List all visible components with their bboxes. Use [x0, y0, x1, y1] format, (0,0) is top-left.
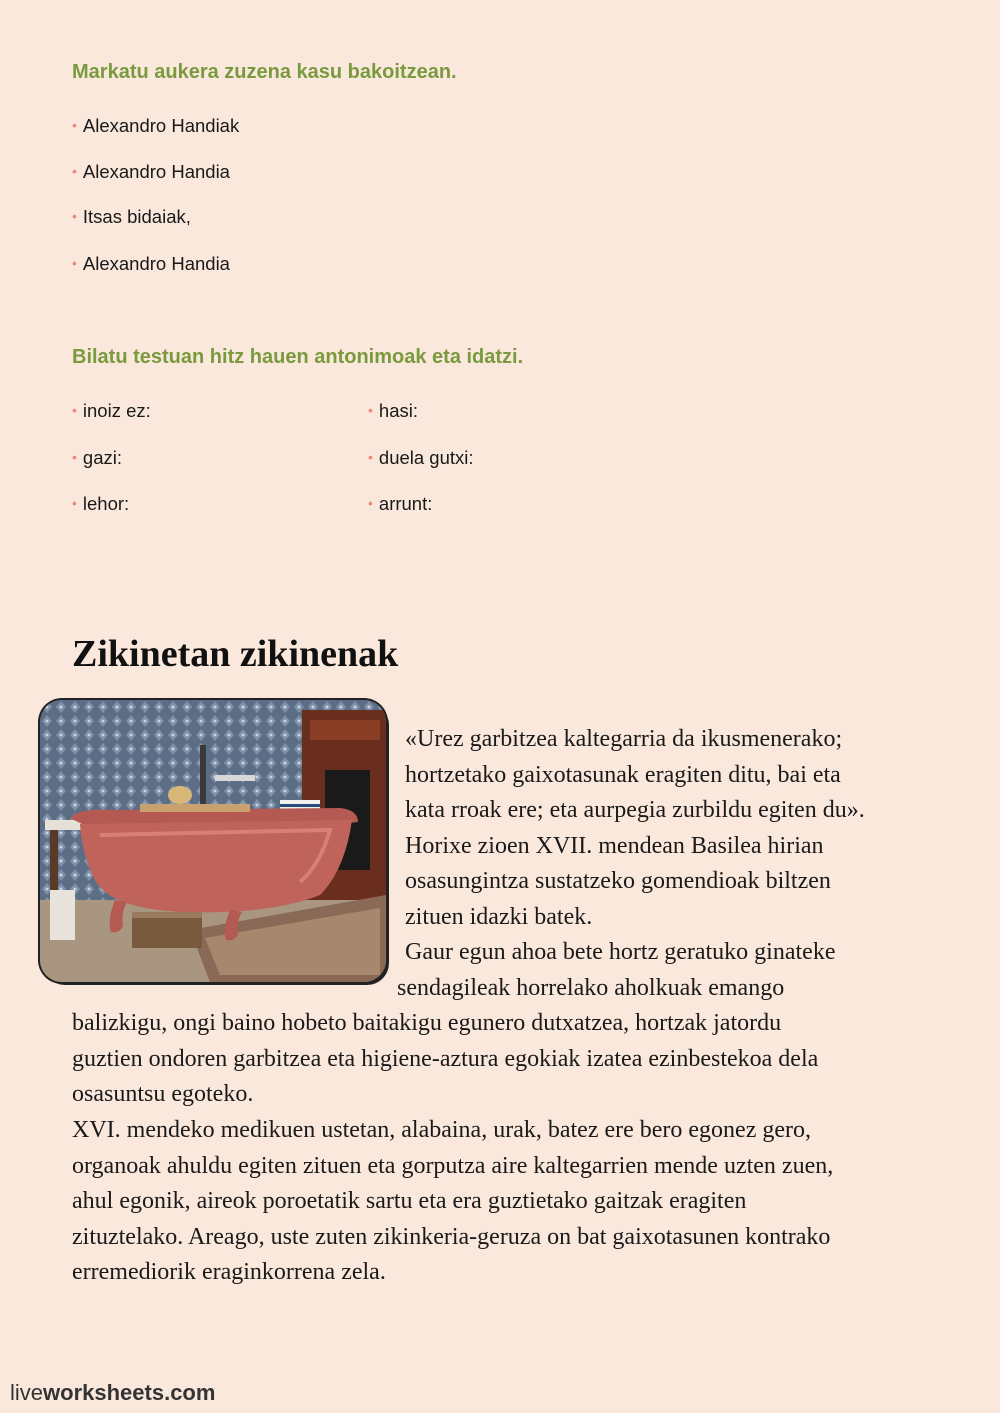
article-title: Zikinetan zikinenak: [72, 633, 399, 675]
article-line: erremediorik eraginkorrena zela.: [72, 1259, 386, 1285]
antonym-label: arrunt:: [378, 493, 433, 514]
article-line: ahul egonik, aireok poroetatik sartu eta era guztietako gaitzak eragiten: [72, 1188, 747, 1214]
antonym-item: [72, 400, 151, 422]
antonym-item: [368, 493, 432, 515]
exercise1-heading: Markatu aukera zuzena kasu bakoitzean.: [72, 61, 457, 83]
exercise1-item-label: Alexandro Handiak: [82, 115, 240, 136]
article-line: organoak ahuldu egiten zituen eta gorputza aire kaltegarrien mende uzten zuen,: [72, 1153, 834, 1179]
antonym-label: gazi:: [82, 447, 122, 468]
exercise1-item-label: Alexandro Handia: [82, 161, 230, 182]
article-line: zituztelako. Areago, uste zuten zikinkeria-geruza on bat gaixotasunen kontrako: [72, 1224, 831, 1250]
article-line: kata rroak ere; eta aurpegia zurbildu egiten du».: [405, 797, 865, 823]
article-line: Horixe zioen XVII. mendean Basilea hirian: [405, 833, 824, 859]
exercise2-heading: Bilatu testuan hitz hauen antonimoak eta idatzi.: [72, 346, 524, 368]
exercise1-item: [72, 115, 239, 137]
antonym-label: lehor:: [82, 493, 130, 514]
article-line: osasungintza sustatzeko gomendioak biltzen: [405, 868, 831, 894]
antonym-item: [368, 400, 418, 422]
antonym-item: [72, 447, 122, 469]
antonym-item: [72, 493, 129, 515]
article-line: osasuntsu egoteko.: [72, 1081, 254, 1107]
exercise1-item: [72, 253, 230, 275]
antonym-label: inoiz ez:: [82, 400, 151, 421]
antonym-item: [368, 447, 474, 469]
exercise1-item-label: Alexandro Handia: [82, 253, 230, 274]
bullet-dot-icon: •: [72, 255, 77, 271]
article-line: guztien ondoren garbitzea eta higiene-aztura egokiak izatea ezinbestekoa dela: [72, 1046, 819, 1072]
bullet-dot-icon: •: [72, 208, 77, 224]
exercise1-item: [72, 161, 230, 183]
exercise1-item: [72, 206, 191, 228]
antonym-label: duela gutxi:: [378, 447, 474, 468]
bullet-dot-icon: •: [368, 402, 373, 418]
bathtub-photo: [40, 700, 386, 982]
article-line: Gaur egun ahoa bete hortz geratuko ginateke: [405, 939, 836, 965]
bullet-dot-icon: •: [72, 117, 77, 133]
article-line: «Urez garbitzea kaltegarria da ikusmenerako;: [405, 726, 843, 752]
antonym-label: hasi:: [378, 400, 418, 421]
bullet-dot-icon: •: [72, 449, 77, 465]
bullet-dot-icon: •: [368, 449, 373, 465]
article-line: balizkigu, ongi baino hobeto baitakigu egunero dutxatzea, hortzak jatordu: [72, 1010, 782, 1036]
article-line: XVI. mendeko medikuen ustetan, alabaina, urak, batez ere bero egonez gero,: [72, 1117, 812, 1143]
article-line: sendagileak horrelako aholkuak emango: [397, 975, 785, 1001]
logo-light-text: live: [10, 1380, 44, 1405]
exercise1-item-label: Itsas bidaiak,: [82, 206, 191, 227]
bullet-dot-icon: •: [368, 495, 373, 511]
article-line: hortzetako gaixotasunak eragiten ditu, bai eta: [405, 762, 841, 788]
bathtub-illustration: [40, 700, 386, 982]
bullet-dot-icon: •: [72, 402, 77, 418]
liveworksheets-logo[interactable]: [10, 1380, 215, 1406]
article-line: zituen idazki batek.: [405, 904, 593, 930]
bullet-dot-icon: •: [72, 495, 77, 511]
logo-bold-text: worksheets: [43, 1380, 165, 1405]
bullet-dot-icon: •: [72, 163, 77, 179]
logo-suffix-text: .com: [164, 1380, 216, 1405]
